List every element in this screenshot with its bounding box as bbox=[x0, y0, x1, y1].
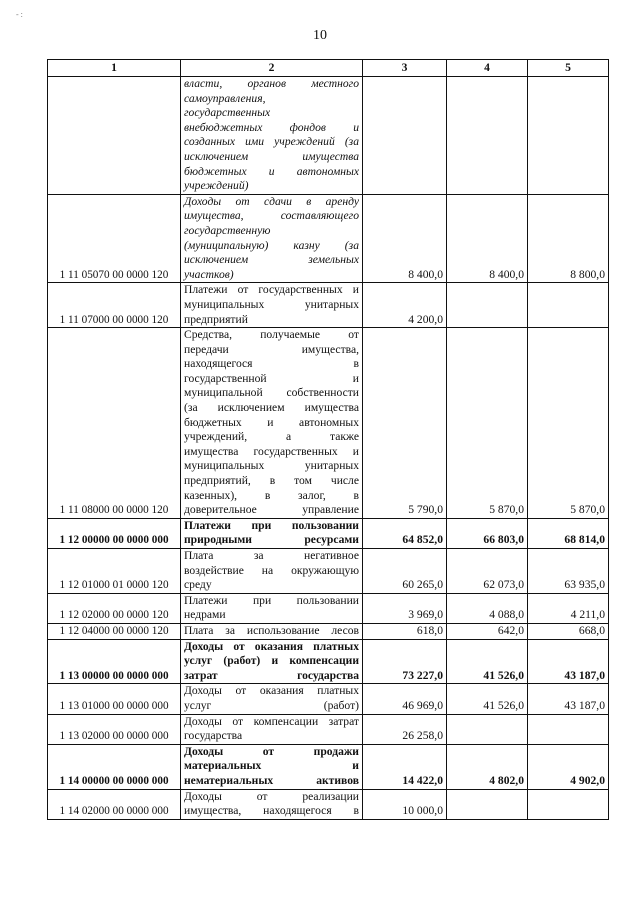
revenue-name-line: исключением земельных bbox=[184, 253, 359, 267]
amount-cell-v3: 46 969,0 bbox=[363, 684, 447, 714]
amount-cell-v5: 68 814,0 bbox=[528, 518, 609, 548]
amount-cell-v5: 5 870,0 bbox=[528, 328, 609, 519]
revenue-name-line: самоуправления, bbox=[184, 91, 266, 105]
revenue-name-line: Доходы от оказания платных bbox=[184, 639, 359, 653]
revenue-name-line: материальных и bbox=[184, 759, 359, 773]
revenue-name-cell bbox=[181, 194, 363, 283]
table-body bbox=[48, 77, 609, 820]
revenue-name-line: предприятий, в том числе bbox=[184, 474, 359, 488]
amount-cell-v4: 5 870,0 bbox=[447, 328, 528, 519]
amount-cell-v5 bbox=[528, 283, 609, 328]
amount-cell-v3: 3 969,0 bbox=[363, 593, 447, 623]
table-row bbox=[48, 639, 609, 684]
revenue-name-line: среду bbox=[184, 578, 212, 592]
revenue-name-cell bbox=[181, 593, 363, 623]
revenue-name-cell bbox=[181, 77, 363, 195]
amount-cell-v5: 668,0 bbox=[528, 623, 609, 639]
amount-cell-v4 bbox=[447, 714, 528, 744]
revenue-name-line: бюджетных и автономных bbox=[184, 415, 359, 429]
amount-cell-v4 bbox=[447, 789, 528, 819]
revenue-name-line: предприятий bbox=[184, 312, 248, 326]
revenue-name-line: учреждений) bbox=[184, 179, 249, 193]
revenue-name-line: исключением имущества bbox=[184, 149, 359, 163]
amount-cell-v3: 10 000,0 bbox=[363, 789, 447, 819]
revenue-name-line: имущества государственных и bbox=[184, 444, 359, 458]
budget-code-cell: 1 13 01000 00 0000 000 bbox=[48, 684, 181, 714]
amount-cell-v4: 642,0 bbox=[447, 623, 528, 639]
budget-code-cell: 1 12 02000 00 0000 120 bbox=[48, 593, 181, 623]
revenue-name-line: Доходы от компенсации затрат bbox=[184, 714, 359, 728]
amount-cell-v3: 14 422,0 bbox=[363, 744, 447, 789]
revenue-name-line: (за исключением имущества bbox=[184, 401, 359, 415]
revenue-name-line: затрат государства bbox=[184, 668, 359, 682]
table-row bbox=[48, 518, 609, 548]
table-row bbox=[48, 744, 609, 789]
revenue-name-line: воздействие на окружающую bbox=[184, 563, 359, 577]
page-number: 10 bbox=[313, 28, 327, 43]
revenue-name-line: бюджетных и автономных bbox=[184, 164, 359, 178]
revenue-name-cell bbox=[181, 744, 363, 789]
amount-cell-v5 bbox=[528, 789, 609, 819]
revenue-name-line: муниципальных унитарных bbox=[184, 297, 359, 311]
table-row bbox=[48, 789, 609, 819]
table-header-row bbox=[48, 60, 609, 77]
revenue-name-cell bbox=[181, 328, 363, 519]
revenue-name-line: государственных bbox=[184, 106, 271, 120]
budget-code-cell: 1 11 07000 00 0000 120 bbox=[48, 283, 181, 328]
revenue-name-cell bbox=[181, 518, 363, 548]
amount-cell-v5: 43 187,0 bbox=[528, 639, 609, 684]
revenue-name-line: участков) bbox=[184, 267, 234, 281]
amount-cell-v4: 62 073,0 bbox=[447, 549, 528, 594]
amount-cell-v5: 63 935,0 bbox=[528, 549, 609, 594]
amount-cell-v4: 41 526,0 bbox=[447, 639, 528, 684]
amount-cell-v5: 4 211,0 bbox=[528, 593, 609, 623]
amount-cell-v3: 26 258,0 bbox=[363, 714, 447, 744]
budget-code-cell: 1 11 05070 00 0000 120 bbox=[48, 194, 181, 283]
amount-cell-v3: 64 852,0 bbox=[363, 518, 447, 548]
revenue-name-line: муниципальной собственности bbox=[184, 386, 359, 400]
amount-cell-v4 bbox=[447, 283, 528, 328]
table-row bbox=[48, 684, 609, 714]
amount-cell-v3: 618,0 bbox=[363, 623, 447, 639]
revenue-name-line: Доходы от реализации bbox=[184, 789, 359, 803]
amount-cell-v4: 4 088,0 bbox=[447, 593, 528, 623]
revenue-name-line: Платежи от государственных и bbox=[184, 283, 359, 297]
revenue-name-line: Доходы от оказания платных bbox=[184, 684, 359, 698]
amount-cell-v5: 43 187,0 bbox=[528, 684, 609, 714]
revenue-name-cell bbox=[181, 623, 363, 639]
revenue-name-line: передачи имущества, bbox=[184, 342, 359, 356]
amount-cell-v4 bbox=[447, 77, 528, 195]
revenue-name-line: услуг (работ) bbox=[184, 698, 359, 712]
table-row bbox=[48, 714, 609, 744]
revenue-name-line: власти, органов местного bbox=[184, 77, 359, 90]
revenue-name-line: Платежи при пользовании bbox=[184, 518, 359, 532]
revenue-name-line: природными ресурсами bbox=[184, 533, 359, 547]
table-row bbox=[48, 593, 609, 623]
revenue-name-line: недрами bbox=[184, 608, 226, 622]
budget-code-cell: 1 12 01000 01 0000 120 bbox=[48, 549, 181, 594]
amount-cell-v5 bbox=[528, 77, 609, 195]
revenue-name-line: казенных), в залог, в bbox=[184, 488, 359, 502]
revenue-name-line: нематериальных активов bbox=[184, 773, 359, 787]
revenue-name-line: государства bbox=[184, 729, 243, 743]
amount-cell-v3 bbox=[363, 77, 447, 195]
revenue-name-cell bbox=[181, 283, 363, 328]
revenue-name-line: Плата за негативное bbox=[184, 549, 359, 562]
column-header-3: 3 bbox=[363, 60, 447, 77]
table-row bbox=[48, 77, 609, 195]
revenue-name-cell bbox=[181, 639, 363, 684]
revenue-name-cell bbox=[181, 549, 363, 594]
revenue-name-line: муниципальных унитарных bbox=[184, 459, 359, 473]
column-header-4: 4 bbox=[447, 60, 528, 77]
budget-code-cell: 1 13 02000 00 0000 000 bbox=[48, 714, 181, 744]
amount-cell-v4: 8 400,0 bbox=[447, 194, 528, 283]
revenue-name-cell bbox=[181, 714, 363, 744]
revenue-name-line: созданных ими учреждений (за bbox=[184, 135, 359, 149]
revenue-name-line: имущества, составляющего bbox=[184, 209, 359, 223]
revenue-name-line: доверительное управление bbox=[184, 503, 359, 517]
revenue-name-line: (муниципальную) казну (за bbox=[184, 238, 359, 252]
revenue-name-cell bbox=[181, 684, 363, 714]
budget-code-cell: 1 11 08000 00 0000 120 bbox=[48, 328, 181, 519]
amount-cell-v3: 4 200,0 bbox=[363, 283, 447, 328]
table-row bbox=[48, 328, 609, 519]
table-row bbox=[48, 549, 609, 594]
column-header-2: 2 bbox=[181, 60, 363, 77]
budget-code-cell: 1 14 02000 00 0000 000 bbox=[48, 789, 181, 819]
budget-code-cell: 1 12 00000 00 0000 000 bbox=[48, 518, 181, 548]
revenue-name-line: Доходы от сдачи в аренду bbox=[184, 194, 359, 208]
amount-cell-v4: 4 802,0 bbox=[447, 744, 528, 789]
amount-cell-v3: 8 400,0 bbox=[363, 194, 447, 283]
amount-cell-v3: 73 227,0 bbox=[363, 639, 447, 684]
amount-cell-v4: 66 803,0 bbox=[447, 518, 528, 548]
budget-code-cell bbox=[48, 77, 181, 195]
table-row bbox=[48, 283, 609, 328]
budget-code-cell: 1 13 00000 00 0000 000 bbox=[48, 639, 181, 684]
budget-code-cell: 1 14 00000 00 0000 000 bbox=[48, 744, 181, 789]
revenue-name-line: государственной и bbox=[184, 371, 359, 385]
table-row bbox=[48, 623, 609, 639]
scan-mark: - : bbox=[16, 10, 23, 19]
revenue-table bbox=[47, 59, 609, 820]
revenue-name-line: Платежи при пользовании bbox=[184, 593, 359, 607]
revenue-name-line: имущества, находящегося в bbox=[184, 804, 359, 818]
revenue-name-line: Доходы от продажи bbox=[184, 744, 359, 758]
amount-cell-v4: 41 526,0 bbox=[447, 684, 528, 714]
revenue-name-line: услуг (работ) и компенсации bbox=[184, 654, 359, 668]
revenue-name-line: государственную bbox=[184, 223, 271, 237]
revenue-name-line: находящегося в bbox=[184, 357, 359, 371]
revenue-name-line: внебюджетных фондов и bbox=[184, 120, 359, 134]
column-header-5: 5 bbox=[528, 60, 609, 77]
table-row bbox=[48, 194, 609, 283]
budget-code-cell: 1 12 04000 00 0000 120 bbox=[48, 623, 181, 639]
amount-cell-v5: 4 902,0 bbox=[528, 744, 609, 789]
amount-cell-v3: 60 265,0 bbox=[363, 549, 447, 594]
amount-cell-v3: 5 790,0 bbox=[363, 328, 447, 519]
revenue-name-cell bbox=[181, 789, 363, 819]
revenue-name-line: Плата за использование лесов bbox=[184, 623, 359, 637]
amount-cell-v5: 8 800,0 bbox=[528, 194, 609, 283]
revenue-name-line: Средства, получаемые от bbox=[184, 328, 359, 342]
amount-cell-v5 bbox=[528, 714, 609, 744]
revenue-name-line: учреждений, а также bbox=[184, 430, 359, 444]
column-header-1: 1 bbox=[48, 60, 181, 77]
